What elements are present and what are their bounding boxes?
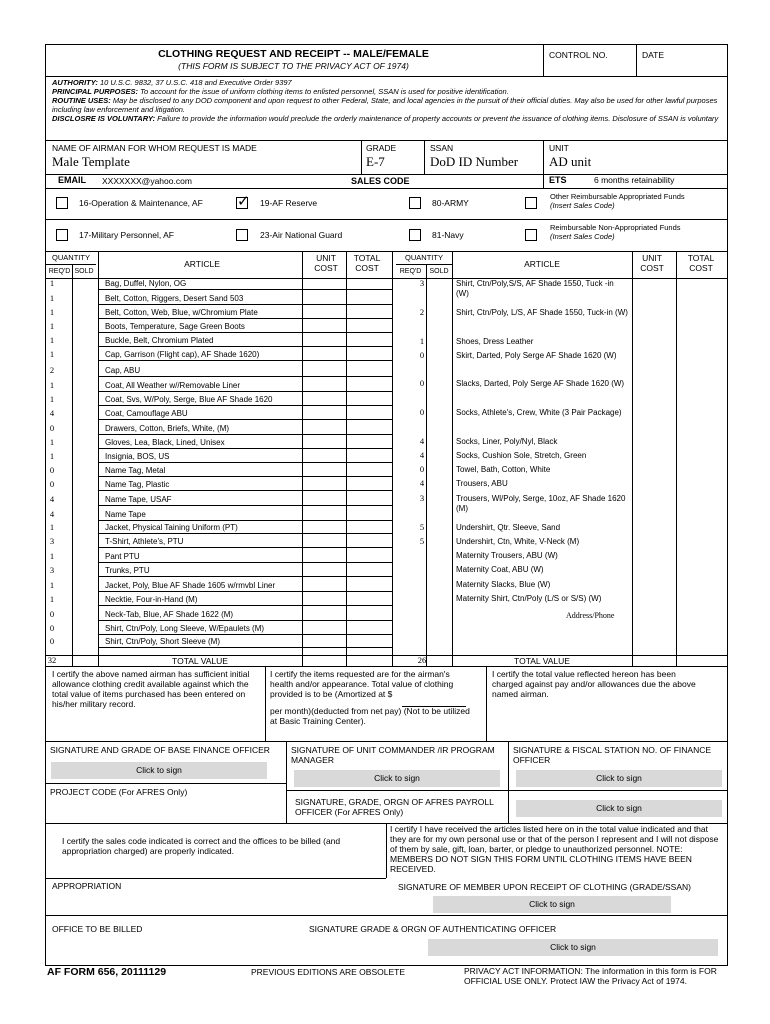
left-item-article: Coat, Svs, W/Poly, Serge, Blue AF Shade 1620	[105, 395, 273, 404]
right-item-qty[interactable]: 1	[419, 336, 425, 346]
right-item-qty[interactable]: 4	[419, 478, 425, 488]
afres-payroll-sign-button[interactable]: Click to sign	[516, 800, 722, 817]
left-item-qty[interactable]: 1	[49, 551, 55, 561]
left-item-article: Cap, Garrison (Flight cap), AF Shade 1620)	[105, 350, 260, 359]
email-field[interactable]: XXXXXXX@yahoo.com	[102, 176, 192, 186]
clothing-request-form	[45, 44, 728, 966]
right-item-article: Skirt, Darted, Poly Serge AF Shade 1620 (W)	[456, 351, 617, 360]
left-item-qty[interactable]: 1	[49, 335, 55, 345]
left-item-article: Buckle, Belt, Chromium Plated	[105, 336, 214, 345]
ssan-field[interactable]: DoD ID Number	[430, 154, 519, 169]
fiscal-station-sign-button[interactable]: Click to sign	[516, 770, 722, 787]
left-item-article: Shirt, Ctn/Poly, Short Sleeve (M)	[105, 637, 220, 646]
left-item-article: Jacket, Poly, Blue AF Shade 1605 w/rmvbl Liner	[105, 581, 276, 590]
right-item-article: Trousers, Wl/Poly, Serge, 10oz, AF Shade 1620 (M)	[456, 494, 626, 513]
left-total-label: TOTAL VALUE	[172, 656, 228, 666]
check-mark-icon: ✓	[237, 193, 250, 210]
row-divider	[98, 547, 392, 548]
left-item-qty[interactable]: 1	[49, 522, 55, 532]
left-item-article: Coat, All Weather w//Removable Liner	[105, 381, 241, 390]
left-item-article: Bag, Duffel, Nylon, OG	[105, 279, 187, 288]
left-item-qty[interactable]: 1	[49, 437, 55, 447]
grade-label: GRADE	[366, 143, 397, 153]
sales-code-naf-label: Reimbursable Non-Appropriated Funds (Insert Sales Code)	[550, 223, 681, 241]
control-no-label: CONTROL NO.	[549, 50, 608, 60]
article-header-right: ARTICLE	[524, 259, 560, 269]
sales-code-label: SALES CODE	[351, 176, 410, 186]
unit-field[interactable]: AD unit	[549, 154, 592, 169]
row-divider	[98, 304, 392, 305]
left-item-article: Neck-Tab, Blue, AF Shade 1622 (M)	[105, 610, 234, 619]
left-item-article: Name Tag, Metal	[105, 466, 166, 475]
right-item-article: Undershirt, Ctn, White, V-Neck (M)	[456, 537, 580, 546]
left-item-qty[interactable]: 0	[49, 623, 55, 633]
right-item-article: Maternity Trousers, ABU (W)	[456, 551, 558, 560]
left-item-article: Pant PTU	[105, 552, 140, 561]
sales-code-other-label: Other Reimbursable Appropriated Funds (Insert Sales Code)	[550, 192, 685, 210]
left-item-qty[interactable]: 0	[49, 465, 55, 475]
left-item-article: Boots, Temperature, Sage Green Boots	[105, 322, 245, 331]
right-item-qty[interactable]: 0	[419, 378, 425, 388]
left-item-qty[interactable]: 1	[49, 278, 55, 288]
authenticating-sign-button[interactable]: Click to sign	[428, 939, 718, 956]
grade-field[interactable]: E-7	[366, 154, 385, 169]
row-divider	[98, 318, 392, 319]
sales-code-80-checkbox[interactable]	[409, 197, 421, 209]
sales-code-17-label: 17-Military Personnel, AF	[79, 230, 174, 240]
row-divider	[98, 576, 392, 577]
sold-header-left: SOLD	[74, 268, 94, 275]
left-item-qty[interactable]: 0	[49, 423, 55, 433]
row-divider	[98, 346, 392, 347]
form-title: CLOTHING REQUEST AND RECEIPT -- MALE/FEMALE	[158, 48, 429, 60]
charge-certification: I certify the total value reflected hereon has been charged against pay and/or allowances due the above named airman.	[492, 669, 696, 699]
row-divider	[98, 376, 392, 377]
row-divider	[98, 360, 392, 361]
left-item-article: Name Tag, Plastic	[105, 480, 170, 489]
unit-commander-sign-button[interactable]: Click to sign	[294, 770, 500, 787]
unit-label: UNIT	[549, 143, 569, 153]
qty-header-right: QUANTITY	[405, 253, 443, 262]
left-item-qty[interactable]: 1	[49, 349, 55, 359]
right-item-article: Shirt, Ctn/Poly,S/S, AF Shade 1550, Tuck -in (W)	[456, 279, 614, 298]
right-item-qty[interactable]: 0	[419, 350, 425, 360]
left-item-article: Drawers, Cotton, Briefs, White, (M)	[105, 424, 230, 433]
sales-code-81-label: 81-Navy	[432, 230, 464, 240]
left-item-article: Jacket, Physical Taining Uniform (PT)	[105, 523, 238, 532]
left-item-qty[interactable]: 3	[49, 565, 55, 575]
right-item-qty[interactable]: 0	[419, 407, 425, 417]
left-item-article: Belt, Cotton, Web, Blue, w/Chromium Plate	[105, 308, 258, 317]
right-item-article: Maternity Coat, ABU (W)	[456, 565, 544, 574]
right-item-article: Shoes, Dress Leather	[456, 337, 534, 346]
right-item-article: Trousers, ABU	[456, 479, 508, 488]
member-sign-button[interactable]: Click to sign	[433, 896, 671, 913]
right-item-article: Towel, Bath, Cotton, White	[456, 465, 551, 474]
sales-code-80-label: 80-ARMY	[432, 198, 469, 208]
article-header-left: ARTICLE	[184, 259, 220, 269]
left-item-qty[interactable]: 3	[49, 536, 55, 546]
form-subtitle: (THIS FORM IS SUBJECT TO THE PRIVACY ACT OF 1974)	[178, 61, 409, 71]
left-item-qty[interactable]: 0	[49, 609, 55, 619]
row-divider	[98, 490, 392, 491]
row-divider	[98, 505, 392, 506]
left-item-qty[interactable]: 1	[49, 580, 55, 590]
ets-field[interactable]: 6 months retainability	[594, 175, 675, 185]
sales-code-23-label: 23-Air National Guard	[260, 230, 343, 240]
row-divider	[98, 520, 392, 521]
right-item-article: Slacks, Darted, Poly Serge AF Shade 1620 (W)	[456, 379, 625, 388]
row-divider	[98, 647, 392, 648]
office-billed-label: OFFICE TO BE BILLED	[52, 924, 143, 934]
left-item-article: Gloves, Lea, Black, Lined, Unisex	[105, 438, 225, 447]
sales-code-19-label: 19-AF Reserve	[260, 198, 318, 208]
left-item-qty[interactable]: 1	[49, 307, 55, 317]
right-item-qty[interactable]: 0	[419, 464, 425, 474]
reqd-header-right: REQ'D	[399, 268, 422, 275]
row-divider	[98, 419, 392, 420]
row-divider	[98, 620, 392, 621]
row-divider	[98, 605, 392, 606]
health-certification: I certify the items requested are for the airman's health and/or appearance. Total value of clothing provided is to be (Amortized at $ per month)(deducted from net pay) (Not to be utilized at Basic Training Center).	[270, 669, 470, 726]
privacy-statement: AUTHORITY: 10 U.S.C. 9832, 37 U.S.C. 418 and Executive Order 9397 PRINCIPAL PURPOSES: To account for the issue of uniform clothing items to enlisted personnel, SSAN is used for positive identification. ROUTINE USES: May be disclosed to any DOD component and upon request to other Federal, State, and local agencies in the pursuit of their official duties. May also be used for other lawful purposes including law enforcement and litigation. DISCLOSRE IS VOLUNTARY: Failure to provide the information would preclude the orderly maintenance of property accounts or prevent the issuance of clothing items. Disclosure of SSAN is voluntary	[52, 78, 719, 123]
right-total-label: TOTAL VALUE	[514, 656, 570, 666]
row-divider	[98, 332, 392, 333]
left-item-article: Trunks, PTU	[105, 566, 150, 575]
ssan-label: SSAN	[430, 143, 454, 153]
right-item-qty[interactable]: 5	[419, 522, 425, 532]
right-item-article: Maternity Shirt, Ctn/Poly (L/S or S/S) (W)	[456, 594, 602, 603]
sales-code-other-checkbox[interactable]	[525, 197, 537, 209]
row-divider	[98, 591, 392, 592]
right-item-article: Shirt, Ctn/Poly, L/S, AF Shade 1550, Tuck-in (W)	[456, 308, 628, 317]
left-item-qty[interactable]: 1	[49, 451, 55, 461]
left-item-qty[interactable]: 1	[49, 321, 55, 331]
right-item-qty[interactable]: 4	[419, 436, 425, 446]
previous-editions: PREVIOUS EDITIONS ARE OBSOLETE	[251, 967, 405, 977]
name-field[interactable]: Male Template	[52, 154, 130, 169]
date-label: DATE	[642, 50, 665, 60]
address-phone-label: Address/Phone	[566, 611, 615, 620]
left-item-qty[interactable]: 1	[49, 594, 55, 604]
total-cost-header-right: TOTAL COST	[687, 253, 715, 273]
left-item-qty[interactable]: 4	[49, 509, 55, 519]
left-item-qty[interactable]: 0	[49, 636, 55, 646]
sales-code-19-checkbox[interactable]	[236, 193, 250, 210]
left-item-qty[interactable]: 4	[49, 494, 55, 504]
left-item-article: Coat, Camouflage ABU	[105, 409, 188, 418]
right-item-article: Socks, Athlete's, Crew, White (3 Pair Package)	[456, 408, 622, 417]
row-divider	[98, 448, 392, 449]
sales-code-17-checkbox[interactable]	[56, 229, 68, 241]
left-item-qty[interactable]: 0	[49, 479, 55, 489]
member-sig-label: SIGNATURE OF MEMBER UPON RECEIPT OF CLOTHING (GRADE/SSAN)	[398, 882, 691, 892]
right-item-article: Undershirt, Qtr. Sleeve, Sand	[456, 523, 561, 532]
left-item-qty[interactable]: 2	[49, 365, 55, 375]
right-item-article: Socks, Liner, Poly/Nyl, Black	[456, 437, 558, 446]
name-label: NAME OF AIRMAN FOR WHOM REQUEST IS MADE	[52, 143, 257, 153]
sales-code-81-checkbox[interactable]	[409, 229, 421, 241]
total-cost-header-left: TOTAL COST	[353, 253, 381, 273]
sales-code-naf-checkbox[interactable]	[525, 229, 537, 241]
row-divider	[98, 476, 392, 477]
right-item-qty[interactable]: 4	[419, 450, 425, 460]
base-finance-sign-button[interactable]: Click to sign	[51, 762, 267, 779]
credit-certification: I certify the above named airman has sufficient initial allowance clothing credit available against which the total value of items purchased has been entered on his/her military record.	[52, 669, 250, 709]
unit-cost-header-right: UNIT COST	[640, 253, 664, 273]
unit-cost-header-left: UNIT COST	[314, 253, 338, 273]
row-divider	[98, 562, 392, 563]
sales-code-23-checkbox[interactable]	[236, 229, 248, 241]
left-item-qty[interactable]: 1	[49, 394, 55, 404]
unit-commander-sig-label: SIGNATURE OF UNIT COMMANDER /IR PROGRAM MANAGER	[291, 745, 495, 765]
left-item-article: Insignia, BOS, US	[105, 452, 170, 461]
email-label: EMAIL	[58, 175, 86, 185]
right-item-qty[interactable]: 3	[419, 493, 425, 503]
reqd-header-left: REQ'D	[48, 268, 71, 275]
right-total-qty: 26	[417, 655, 427, 665]
left-item-article: Name Tape, USAF	[105, 495, 172, 504]
sold-header-right: SOLD	[429, 268, 449, 275]
authenticating-sig-label: SIGNATURE GRADE & ORGN OF AUTHENTICATING OFFICER	[309, 924, 557, 934]
row-divider	[98, 391, 392, 392]
base-finance-sig-label: SIGNATURE AND GRADE OF BASE FINANCE OFFICER	[50, 745, 270, 755]
appropriation-label: APPROPRIATION	[52, 881, 122, 891]
left-item-qty[interactable]: 4	[49, 408, 55, 418]
right-item-article: Socks, Cushion Sole, Stretch, Green	[456, 451, 587, 460]
left-item-article: Belt, Cotton, Riggers, Desert Sand 503	[105, 294, 244, 303]
left-item-qty[interactable]: 1	[49, 380, 55, 390]
row-divider	[98, 634, 392, 635]
row-divider	[98, 434, 392, 435]
row-divider	[98, 405, 392, 406]
left-total-qty: 32	[47, 655, 57, 665]
fiscal-station-sig-label: SIGNATURE & FISCAL STATION NO. OF FINANCE OFFICER	[513, 745, 712, 765]
sales-code-certification: I certify the sales code indicated is correct and the offices to be billed (and appropriation charged) are properly indicated.	[62, 836, 341, 856]
left-item-article: Cap, ABU	[105, 366, 141, 375]
right-item-article: Maternity Slacks, Blue (W)	[456, 580, 551, 589]
row-divider	[98, 289, 392, 290]
right-item-qty[interactable]: 5	[419, 536, 425, 546]
row-divider	[98, 533, 392, 534]
row-divider	[98, 462, 392, 463]
left-item-article: Shirt, Ctn/Poly, Long Sleeve, W/Epaulets (M)	[105, 624, 265, 633]
privacy-footer: PRIVACY ACT INFORMATION: The information in this form is FOR OFFICIAL USE ONLY. Protect IAW the Privacy Act of 1974.	[464, 966, 717, 986]
left-item-article: Name Tape	[105, 510, 146, 519]
left-item-article: T-Shirt, Athlete's, PTU	[105, 537, 184, 546]
form-id: AF FORM 656, 20111129	[47, 966, 167, 978]
qty-header-left: QUANTITY	[52, 253, 90, 262]
member-certification: I certify I have received the articles listed here on in the total value indicated and that they are for my own personal use or that of the person I represent and I will not dispose of them by sale, gift, loan, barter, or pledge to unauthorized personnel. NOTE: MEMBERS DO NOT SIGN THIS FORM UNTIL CLOTHING ITEMS HAVE BEEN RECEIVED.	[390, 824, 719, 874]
right-item-qty[interactable]: 3	[419, 278, 425, 288]
project-code-label: PROJECT CODE (For AFRES Only)	[50, 787, 188, 797]
ets-label: ETS	[549, 175, 567, 185]
left-item-qty[interactable]: 1	[49, 293, 55, 303]
sales-code-16-label: 16-Operation & Maintenance, AF	[79, 198, 203, 208]
sales-code-16-checkbox[interactable]	[56, 197, 68, 209]
afres-payroll-sig-label: SIGNATURE, GRADE, ORGN OF AFRES PAYROLL OFFICER (For AFRES Only)	[295, 797, 494, 817]
left-item-article: Necktie, Four-in-Hand (M)	[105, 595, 198, 604]
right-item-qty[interactable]: 2	[419, 307, 425, 317]
